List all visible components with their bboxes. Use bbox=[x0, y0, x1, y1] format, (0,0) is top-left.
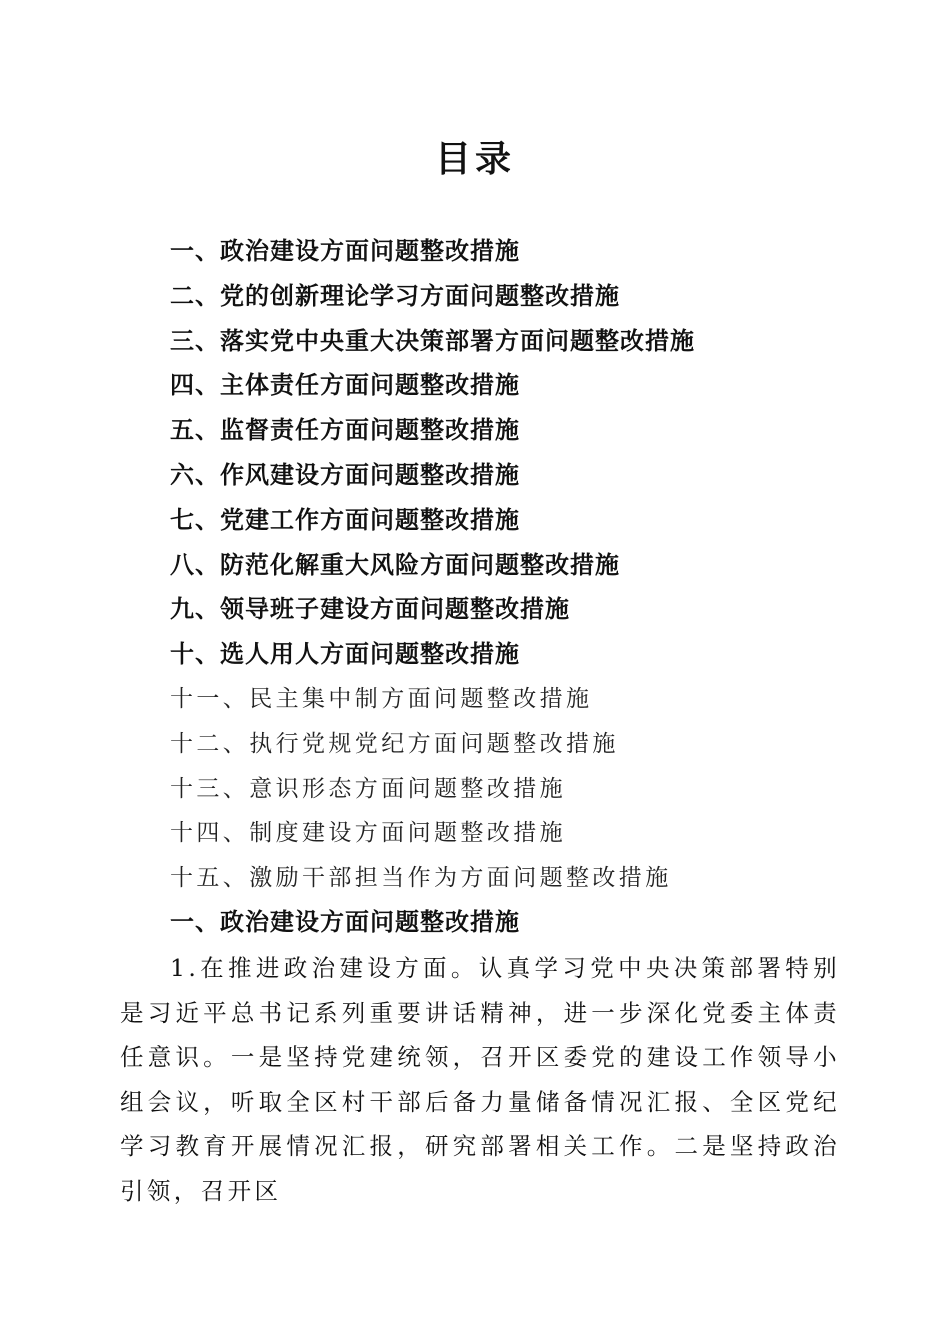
toc-item[interactable]: 八、防范化解重大风险方面问题整改措施 bbox=[170, 550, 620, 579]
toc-item[interactable]: 一、政治建设方面问题整改措施 bbox=[170, 237, 520, 265]
toc-item[interactable]: 四、主体责任方面问题整改措施 bbox=[170, 371, 520, 400]
toc-item[interactable]: 七、党建工作方面问题整改措施 bbox=[170, 505, 520, 534]
toc-item[interactable]: 十四、制度建设方面问题整改措施 bbox=[170, 820, 566, 847]
toc-item[interactable]: 十三、意识形态方面问题整改措施 bbox=[170, 775, 566, 802]
toc-item[interactable]: 十二、执行党规党纪方面问题整改措施 bbox=[170, 730, 619, 757]
toc-item[interactable]: 二、党的创新理论学习方面问题整改措施 bbox=[170, 281, 620, 310]
toc-item[interactable]: 三、落实党中央重大决策部署方面问题整改措施 bbox=[170, 326, 695, 355]
toc-item[interactable]: 十一、民主集中制方面问题整改措施 bbox=[170, 685, 593, 712]
table-of-contents bbox=[170, 229, 870, 901]
section-heading: 一、政治建设方面问题整改措施 bbox=[170, 908, 520, 936]
toc-item[interactable]: 九、领导班子建设方面问题整改措施 bbox=[170, 595, 570, 624]
toc-item[interactable]: 六、作风建设方面问题整改措施 bbox=[170, 460, 520, 489]
toc-item[interactable]: 十、选人用人方面问题整改措施 bbox=[170, 640, 520, 669]
body-paragraph: 1.在推进政治建设方面。认真学习党中央决策部署特别是习近平总书记系列重要讲话精神，进一步深化党委主体责任意识。一是坚持党建统领，召开区委党的建设工作领导小组会议，听取全区村干部后备力量储备情况汇报、全区党纪学习教育开展情况汇报，研究部署相关工作。二是坚持政治引领，召开区 bbox=[120, 954, 840, 1205]
toc-item[interactable]: 十五、激励干部担当作为方面问题整改措施 bbox=[170, 865, 672, 892]
toc-item[interactable]: 五、监督责任方面问题整改措施 bbox=[170, 416, 520, 445]
page-title: 目录 bbox=[434, 138, 515, 180]
